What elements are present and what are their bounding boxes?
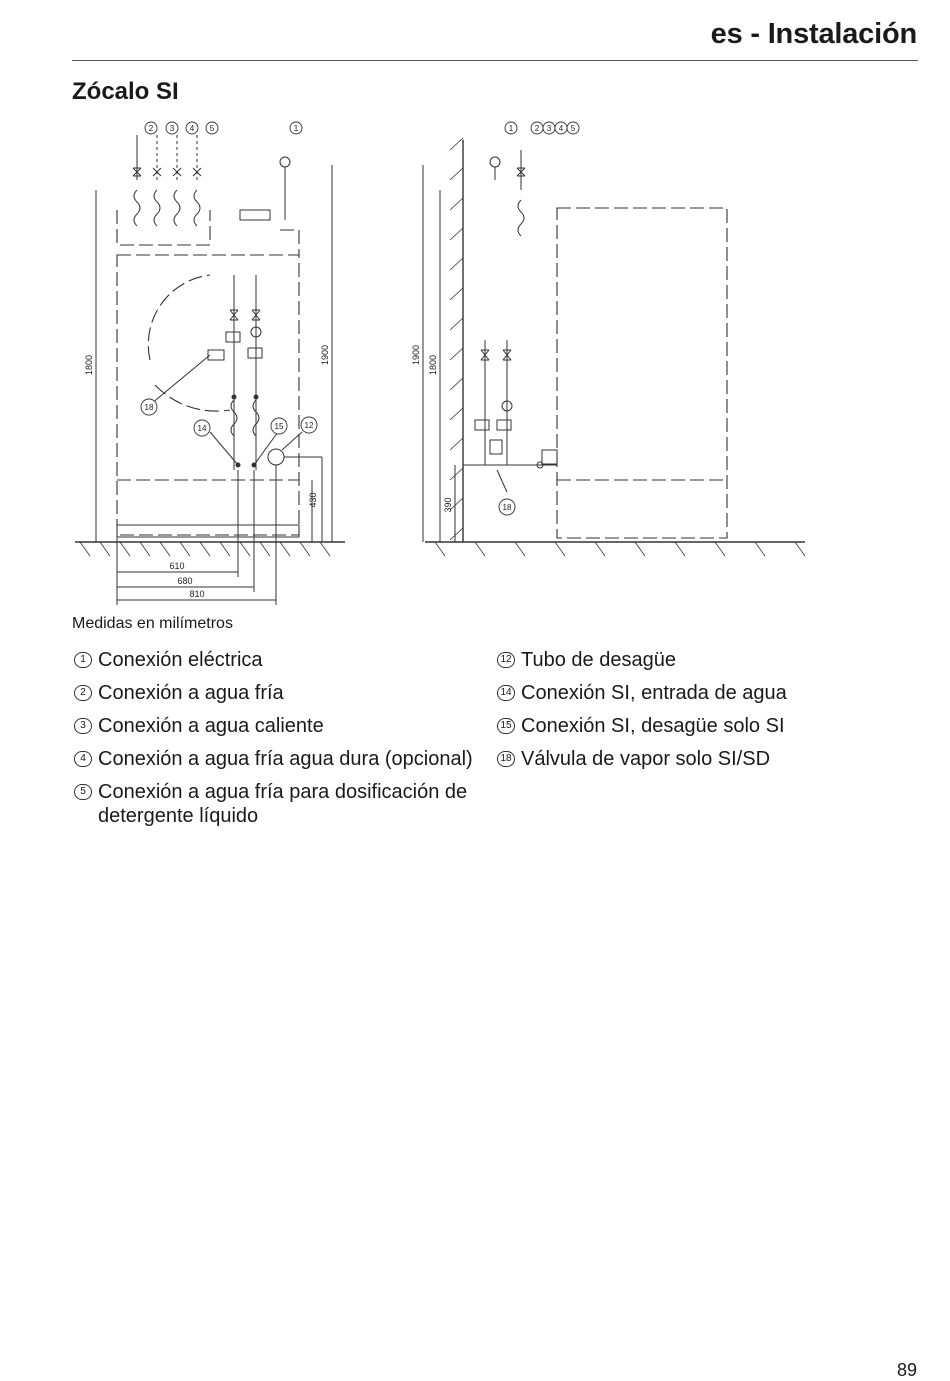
installation-drawing [60, 110, 820, 610]
legend-item [74, 648, 494, 672]
side-callout-4: 4 [558, 124, 564, 133]
legend-text: Conexión SI, entrada de agua [521, 682, 787, 704]
legend-text: Conexión eléctrica [98, 649, 263, 671]
legend-number: 15 [497, 718, 515, 734]
legend-text: Válvula de vapor solo SI/SD [521, 748, 771, 770]
front-callout-4: 4 [189, 124, 195, 133]
legend-right [497, 648, 917, 780]
legend-item [497, 714, 917, 738]
legend-number: 5 [74, 784, 92, 800]
legend-text: Conexión a agua caliente [98, 715, 324, 737]
legend-item [497, 747, 917, 771]
legend-item [74, 780, 494, 828]
side-callout-2: 2 [534, 124, 540, 133]
front-dim-1900: 1900 [320, 344, 330, 366]
legend-number: 2 [74, 685, 92, 701]
section-title: Zócalo SI [72, 78, 179, 105]
side-callout-1: 1 [508, 124, 514, 133]
legend-number: 14 [497, 685, 515, 701]
front-callout-12: 12 [304, 421, 314, 430]
legend-item [74, 714, 494, 738]
legend-item [74, 747, 494, 771]
side-callout-18: 18 [502, 503, 512, 512]
legend-text: Tubo de desagüe [521, 649, 676, 671]
legend-number: 3 [74, 718, 92, 734]
front-dim-430: 430 [308, 492, 318, 508]
front-callout-18: 18 [144, 403, 154, 412]
side-dim-1800: 1800 [428, 354, 438, 376]
legend-number: 4 [74, 751, 92, 767]
side-callout-3: 3 [546, 124, 552, 133]
legend-text: Conexión a agua fría agua dura (opcional) [98, 748, 473, 770]
front-callout-1: 1 [293, 124, 299, 133]
front-dim-610: 610 [169, 561, 185, 571]
legend-text: Conexión a agua fría para dosificación de detergente líquido [98, 781, 468, 827]
legend-item [497, 648, 917, 672]
front-dim-1800: 1800 [84, 354, 94, 376]
page-header-title: es - Instalación [710, 18, 917, 50]
front-callout-5: 5 [209, 124, 215, 133]
legend-number: 1 [74, 652, 92, 668]
side-dim-390: 390 [443, 497, 453, 513]
legend-number: 12 [497, 652, 515, 668]
legend-item [497, 681, 917, 705]
units-caption: Medidas en milímetros [72, 615, 233, 632]
side-callout-5: 5 [570, 124, 576, 133]
page-number: 89 [896, 1360, 917, 1380]
front-callout-15: 15 [274, 422, 284, 431]
front-dim-810: 810 [189, 589, 205, 599]
front-callout-2: 2 [148, 124, 154, 133]
legend-number: 18 [497, 751, 515, 767]
legend-text: Conexión a agua fría [98, 682, 284, 704]
side-dim-1900: 1900 [411, 344, 421, 366]
legend-left [74, 648, 494, 837]
front-dim-680: 680 [177, 576, 193, 586]
front-callout-14: 14 [197, 424, 207, 433]
legend-item [74, 681, 494, 705]
front-callout-3: 3 [169, 124, 175, 133]
header-divider [72, 60, 918, 61]
legend-text: Conexión SI, desagüe solo SI [521, 715, 785, 737]
